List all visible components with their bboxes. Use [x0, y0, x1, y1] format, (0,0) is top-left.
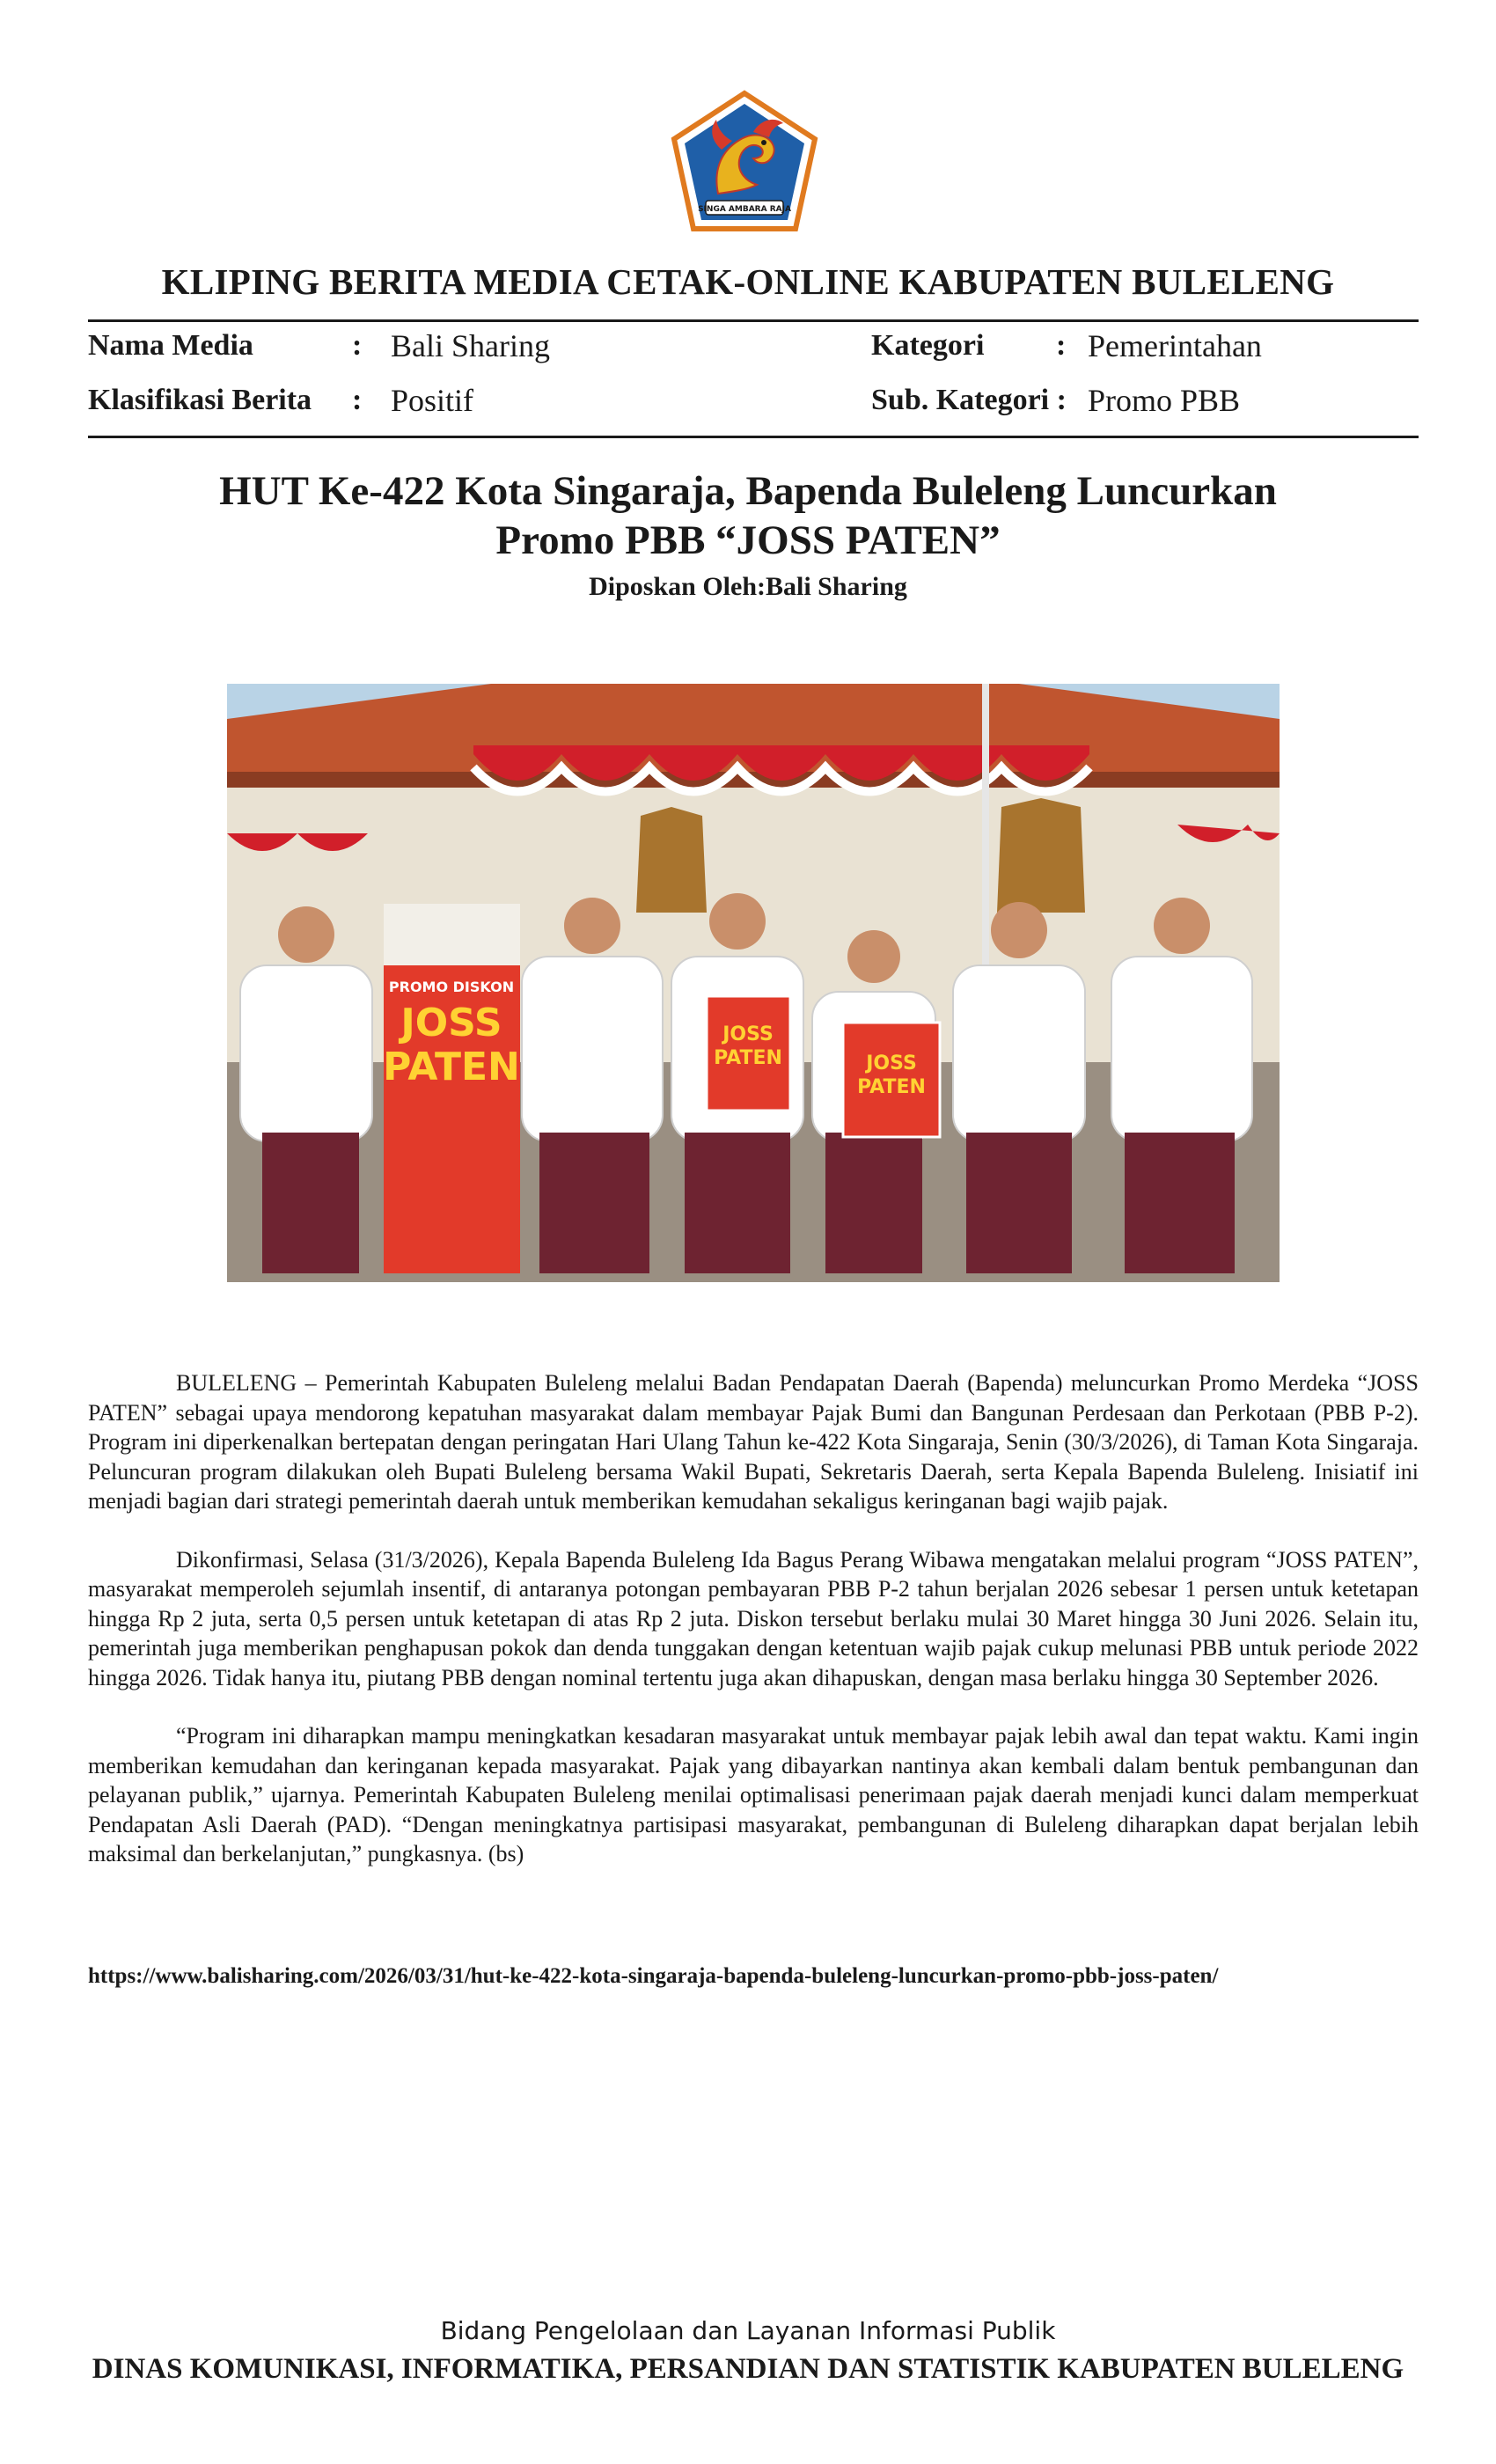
media-colon: :	[352, 329, 363, 362]
article-byline: Diposkan Oleh:Bali Sharing	[589, 572, 907, 601]
paragraph-2: Dikonfirmasi, Selasa (31/3/2026), Kepala Bapenda Buleleng Ida Bagus Perang Wibawa mengatakan melalui program “JOSS PATEN”, masyarakat memperoleh sejumlah insentif, di antaranya potongan pembayaran PBB P-2 tahun berjalan 2026 sebesar 1 persen untuk ketetapan hingga Rp 2 juta, serta 0,5 persen untuk ketetapan di atas Rp 2 juta. Diskon tersebut berlaku mulai 30 Maret hingga 30 Juni 2026. Selain itu, pemerintah juga memberikan penghapusan pokok dan denda tunggakan dengan ketentuan wajib pajak cukup melunasi PBB untuk periode 2022 hingga 2026. Tidak hanya itu, piutang PBB dengan nominal tertentu juga akan dihapuskan, dengan masa berlaku hingga 30 September 2026.	[88, 1546, 1419, 1690]
headline-line-2: Promo PBB “JOSS PATEN”	[495, 517, 1001, 563]
buleleng-regency-crest-icon	[665, 88, 824, 238]
banner-subtitle: PROMO DISKON	[388, 979, 515, 995]
article-body	[88, 1368, 1419, 1898]
kategori-label: Kategori	[871, 329, 985, 362]
kategori-colon: :	[1056, 329, 1067, 362]
paragraph-3: “Program ini diharapkan mampu meningkatkan kesadaran masyarakat untuk membayar pajak lebih awal dan tepat waktu. Kami ingin memberikan kemudahan dan keringanan kepada masyarakat. Pajak yang dibayarkan nantinya akan kembali dalam bentuk pembangunan dan pelayanan publik,” ujarnya. Pemerintah Kabupaten Buleleng menilai optimalisasi penerimaan pajak daerah menjadi kunci dalam memperkuat Pendapatan Asli Daerah (PAD). “Dengan meningkatnya partisipasi masyarakat, pembangunan di Buleleng diharapkan dapat berjalan lebih maksimal dan berkelanjutan,” pungkasnya. (bs)	[88, 1723, 1419, 1866]
banner-title-2: PATEN	[383, 1045, 520, 1089]
klasifikasi-colon: :	[352, 384, 363, 416]
board-2-line-2: PATEN	[857, 1076, 926, 1098]
banner-title-1: JOSS	[400, 1001, 502, 1045]
page-title: KLIPING BERITA MEDIA CETAK-ONLINE KABUPATEN BULELENG	[161, 261, 1335, 302]
media-value: Bali Sharing	[391, 328, 550, 363]
kategori-value: Pemerintahan	[1088, 328, 1262, 363]
article-headline	[132, 466, 1364, 565]
klasifikasi-value: Positif	[391, 383, 474, 418]
article-photo	[227, 684, 1280, 1282]
board-2-line-1: JOSS	[866, 1052, 917, 1074]
klasifikasi-label: Klasifikasi Berita	[88, 384, 312, 416]
media-label: Nama Media	[88, 329, 253, 362]
sub-kategori-label: Sub. Kategori :	[871, 384, 1067, 416]
sub-kategori-value: Promo PBB	[1088, 383, 1241, 418]
source-url-link[interactable]: https://www.balisharing.com/2026/03/31/hut-ke-422-kota-singaraja-bapenda-buleleng-luncurkan-promo-pbb-joss-paten/	[88, 1964, 1219, 1988]
header-rule-top	[88, 319, 1419, 322]
footer-department: Bidang Pengelolaan dan Layanan Informasi Publik	[440, 2316, 1056, 2345]
board-1-line-1: JOSS	[722, 1023, 774, 1045]
paragraph-1: BULELENG – Pemerintah Kabupaten Buleleng melalui Badan Pendapatan Daerah (Bapenda) meluncurkan Promo Merdeka “JOSS PATEN” sebagai upaya mendorong kepatuhan masyarakat dalam membayar Pajak Bumi dan Bangunan Perdesaan dan Perkotaan (PBB P-2). Program ini diperkenalkan bertepatan dengan peringatan Hari Ulang Tahun ke-422 Kota Singaraja, Senin (30/3/2026), di Taman Kota Singaraja. Peluncuran program dilakukan oleh Bupati Buleleng bersama Wakil Bupati, Sekretaris Daerah, serta Kepala Bapenda Buleleng. Inisiatif ini menjadi bagian dari strategi pemerintah daerah untuk memberikan kemudahan sekaligus keringanan bagi wajib pajak.	[88, 1370, 1419, 1514]
board-1-line-2: PATEN	[714, 1047, 782, 1069]
header-rule-bottom	[88, 436, 1419, 438]
footer-agency: DINAS KOMUNIKASI, INFORMATIKA, PERSANDIAN DAN STATISTIK KABUPATEN BULELENG	[92, 2353, 1404, 2385]
crest-motto: SINGA AMBARA RAJA	[698, 205, 791, 214]
headline-line-1: HUT Ke-422 Kota Singaraja, Bapenda Buleleng Luncurkan	[219, 468, 1277, 514]
